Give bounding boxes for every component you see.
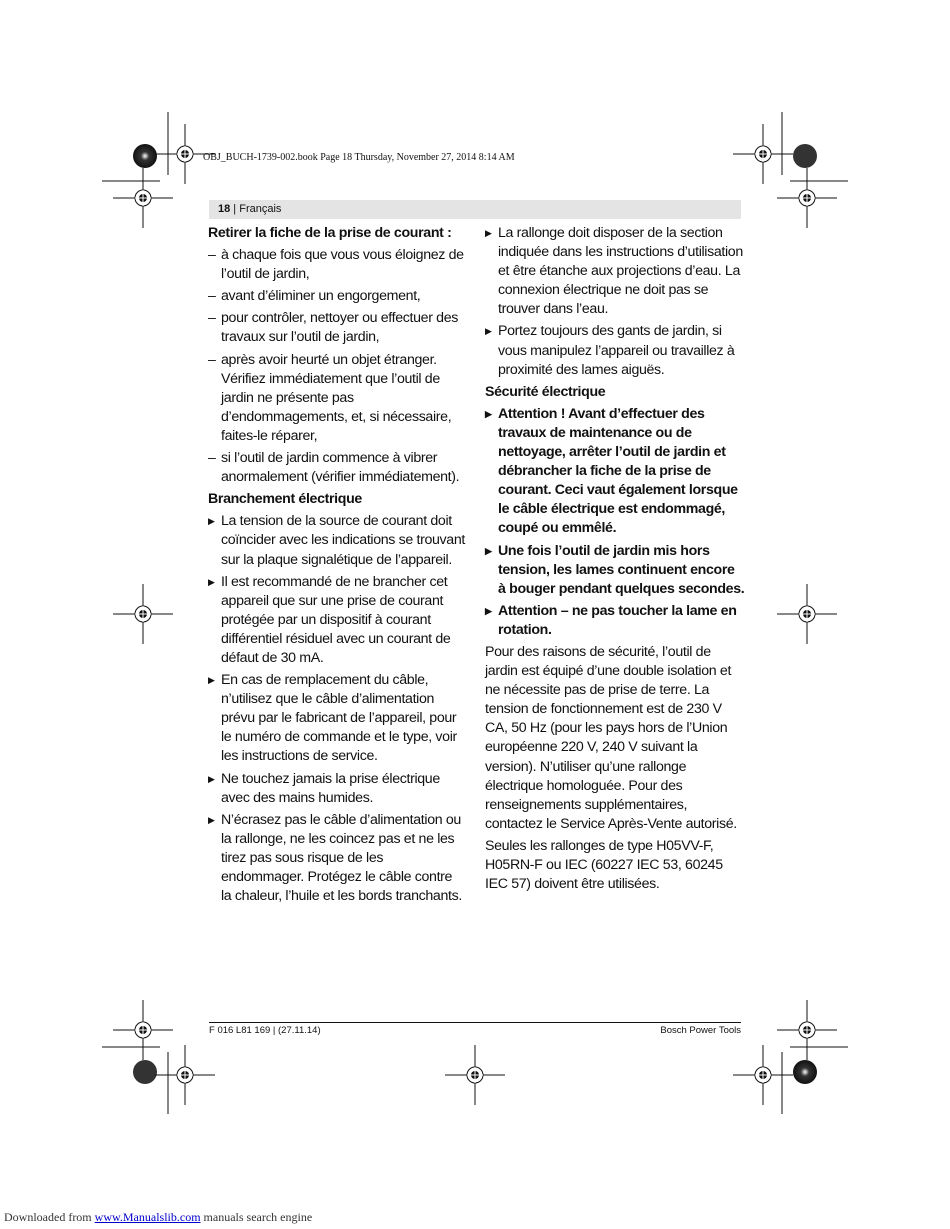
print-slug: OBJ_BUCH-1739-002.book Page 18 Thursday, November 27, 2014 8:14 AM <box>203 152 515 163</box>
color-rosette-mark <box>793 1060 817 1084</box>
color-rosette-mark <box>133 1060 157 1084</box>
bullet-item: ▶ Portez toujours des gants de jardin, si vous manipulez l’appareil ou travaillez à proximité des lames aiguës. <box>485 322 745 379</box>
bullet-item: ▶ En cas de remplacement du câble, n’utilisez que le câble d’alimentation prévu par le fabricant de l’appareil, pour le numéro de commande et le type, voir les instructions de service. <box>208 671 466 766</box>
dash-item-text: si l’outil de jardin commence à vibrer anormalement (vérifier immédiatement). <box>221 450 460 486</box>
section-label: Français <box>239 203 282 215</box>
running-header <box>209 200 741 219</box>
registration-target <box>733 1045 793 1105</box>
warning-bullet: ▶ Une fois l’outil de jardin mis hors tension, les lames continuent encore à bouger pendant quelques secondes. <box>485 542 745 599</box>
dash-item-text: avant d’éliminer un engorgement, <box>221 288 421 305</box>
right-column <box>485 224 745 897</box>
warning-bullet: ▶ Attention ! Avant d’effectuer des travaux de maintenance ou de nettoyage, arrêter l’outil de jardin et débrancher la fiche de la prise de courant. Ceci vaut également lorsque le câble électrique est endommagé, coupé ou emmêlé. <box>485 405 745 539</box>
left-column <box>208 224 466 909</box>
paragraph-isolation: Pour des raisons de sécurité, l’outil de jardin est équipé d’une double isolation et ne nécessite pas de prise de terre. La tension de fonctionnement est de 230 V CA, 50 Hz (pour les pays hors de l’Union européenne 220 V, 240 V suivant la version). N’utiliser qu’une rallonge électrique homologuée. Pour des renseignements supplémentaires, contactez le Service Après-Vente autorisé. <box>485 643 737 832</box>
registration-target <box>777 1000 837 1060</box>
dash-item: – à chaque fois que vous vous éloignez de l’outil de jardin, <box>208 247 464 283</box>
paragraph-cables: Seules les rallonges de type H05VV-F, H05RN-F ou IEC (60227 IEC 53, 60245 IEC 57) doivent être utilisées. <box>485 837 723 893</box>
heading-electrical-connection: Branchement électrique <box>208 491 362 508</box>
registration-target <box>155 1045 215 1105</box>
color-rosette-mark <box>793 144 817 168</box>
dash-item: – après avoir heurté un objet étranger. Vérifiez immédiatement que l’outil de jardin ne présente pas d’endommagements, et, si nécessaire, faites-le réparer, <box>208 351 452 444</box>
heading-unplug: Retirer la fiche de la prise de courant : <box>208 225 452 241</box>
dash-item: – pour contrôler, nettoyer ou effectuer des travaux sur l’outil de jardin, <box>208 310 458 346</box>
download-suffix: manuals search engine <box>200 1210 313 1224</box>
download-notice <box>4 1210 312 1225</box>
dash-item-text: à chaque fois que vous vous éloignez de l’outil de jardin, <box>221 247 464 283</box>
dash-item-text: après avoir heurté un objet étranger. Vérifiez immédiatement que l’outil de jardin ne présente pas d’endommagements, et, si nécessaire, faites-le réparer, <box>221 351 452 444</box>
color-rosette-mark <box>133 144 157 168</box>
dash-item: – avant d’éliminer un engorgement, <box>208 288 421 305</box>
registration-target <box>733 124 793 184</box>
manualslib-link[interactable]: www.Manualslib.com <box>94 1210 201 1224</box>
warning-bullet: ▶ Attention – ne pas toucher la lame en rotation. <box>485 602 745 640</box>
dash-item-text: pour contrôler, nettoyer ou effectuer des travaux sur l’outil de jardin, <box>221 310 458 346</box>
registration-target <box>113 1000 173 1060</box>
bullet-item: ▶ Ne touchez jamais la prise électrique avec des mains humides. <box>208 770 466 808</box>
bullet-item: ▶ La rallonge doit disposer de la section indiquée dans les instructions d’utilisation et être étanche aux projections d’eau. La connexion électrique ne doit pas se trouver dans l’eau. <box>485 224 745 319</box>
registration-target <box>777 584 837 644</box>
registration-target <box>113 168 173 228</box>
heading-electrical-safety: Sécurité électrique <box>485 383 606 400</box>
footer-rule <box>209 1022 741 1023</box>
registration-target <box>113 584 173 644</box>
bullet-item: ▶ La tension de la source de courant doit coïncider avec les indications se trouvant sur la plaque signalétique de l’appareil. <box>208 512 466 569</box>
registration-target <box>445 1045 505 1105</box>
download-prefix: Downloaded from <box>4 1210 95 1224</box>
footer-doc-number: F 016 L81 169 | (27.11.14) <box>209 1025 321 1036</box>
registration-target <box>777 168 837 228</box>
page-number: 18 <box>218 203 231 215</box>
footer-brand: Bosch Power Tools <box>660 1025 741 1036</box>
bullet-item: ▶ Il est recommandé de ne brancher cet appareil que sur une prise de courant protégée par un dispositif à courant différentiel résiduel avec un courant de défaut de 30 mA. <box>208 573 466 668</box>
dash-item: – si l’outil de jardin commence à vibrer anormalement (vérifier immédiatement). <box>208 450 460 486</box>
bullet-item: ▶ N’écrasez pas le câble d’alimentation ou la rallonge, ne les coincez pas et ne les tirez pas sous risque de les endommager. Protégez le câble contre la chaleur, l’huile et les bords tranchants. <box>208 811 466 906</box>
page-header-text: 18 | Français <box>218 203 282 215</box>
